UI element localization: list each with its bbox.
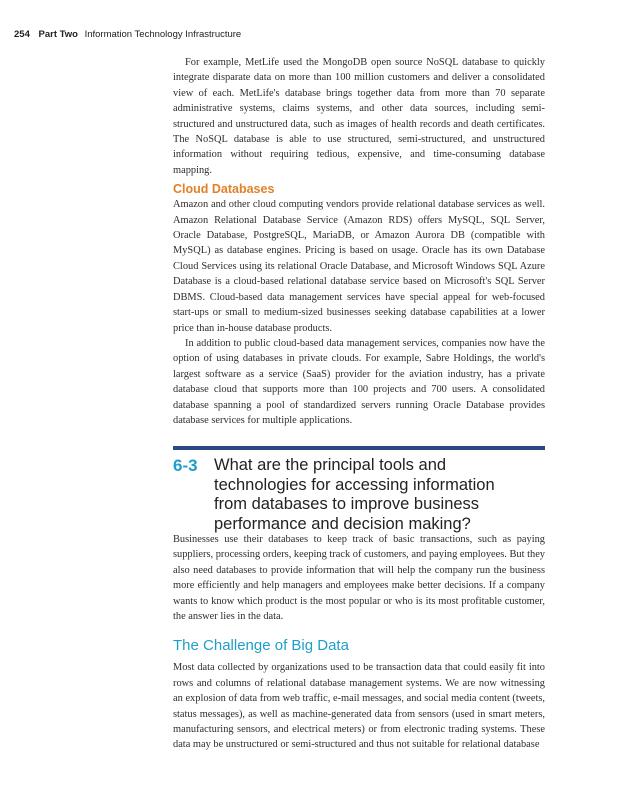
section-heading xyxy=(173,456,545,534)
upper-text-block xyxy=(173,55,545,428)
cloud-paragraph-1: Amazon and other cloud computing vendors provide relational database services as well. Amazon Relational Database Service (Amazon RDS) offers MySQL, SQL Server, Oracle Database, PostgreSQL, MariaDB, or Amazon Aurora DB (compatible with MySQL) as database engines. Pricing is based on usage. Oracle has its own Database Cloud Services using its relational Oracle Database, and Microsoft Windows SQL Azure Database is a cloud-based relational database service based on Microsoft's SQL Server DBMS. Cloud-based data management services have special appeal for web-focused start-ups or small to medium-sized businesses seeking database capabilities at a lower price than in-house database products. xyxy=(173,199,545,334)
section-rule xyxy=(173,446,545,450)
running-head xyxy=(14,29,241,40)
part-label: Part Two xyxy=(38,29,78,40)
section-intro-paragraph: Businesses use their databases to keep track of basic transactions, such as paying suppliers, processing orders, keeping track of customers, and paying employees. But they also need databases to provide information that will help the company run the business more efficiently and help managers and employees make better decisions. If a company wants to know which product is the most popular or who is its most profitable customer, the answer lies in the data. xyxy=(173,534,545,623)
cloud-databases-heading: Cloud Databases xyxy=(173,182,275,197)
section-number: 6-3 xyxy=(173,456,198,475)
lower-text-block xyxy=(173,532,545,753)
cloud-paragraph-2: In addition to public cloud-based data management services, companies now have the option of using databases in private clouds. For example, Sabre Holdings, the world's largest software as a service (SaaS) provider for the aviation industry, has a private database cloud that supports more than 100 projects and 700 users. A consolidated database spanning a pool of standardized servers running Oracle Database provides database services for multiple applications. xyxy=(173,337,545,426)
section-title: What are the principal tools and technologies for accessing information from databases to improve business performance and decision making? xyxy=(214,456,495,533)
part-title: Information Technology Infrastructure xyxy=(84,29,242,40)
page-number: 254 xyxy=(14,29,30,40)
big-data-paragraph: Most data collected by organizations used to be transaction data that could easily fit into rows and columns of relational database management systems. We are now witnessing an explosion of data from web traffic, e-mail messages, and social media content (tweets, status messages), as well as machine-generated data from sensors (used in smart meters, manufacturing sensors, and electrical meters) or from electronic trading systems. These data may be unstructured or semi-structured and thus not suitable for relational database xyxy=(173,662,545,751)
metlife-paragraph: For example, MetLife used the MongoDB open source NoSQL database to quickly integrate disparate data on more than 100 million customers and deliver a consolidated view of each. MetLife's database brings together data from more than 70 separate administrative systems, claims systems, and other data sources, including semi-structured and unstructured data, such as images of health records and death certificates. The NoSQL database is able to use structured, semi-structured, and unstructured information without requiring tedious, expensive, and time-consuming database mapping. xyxy=(173,57,545,176)
big-data-heading: The Challenge of Big Data xyxy=(173,637,349,655)
